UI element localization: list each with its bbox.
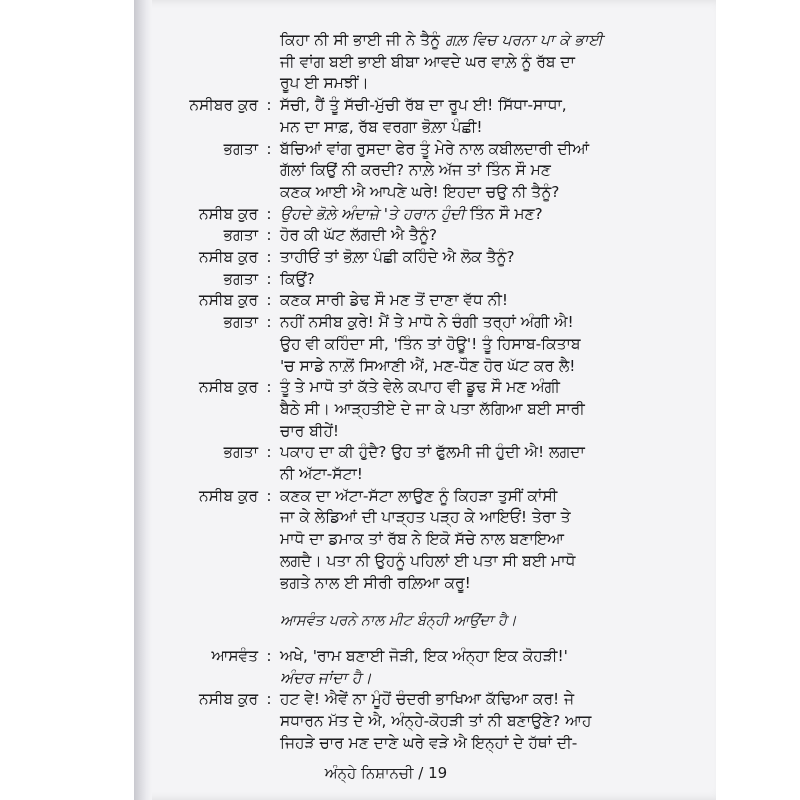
speaker-colon: : — [266, 248, 272, 267]
speaker-colon: : — [266, 646, 272, 665]
speaker-name: ਨਸੀਬ ਕੁਰ — [198, 690, 258, 709]
speech-line: ਕਣਕ ਦਾ ਅੱਟਾ-ਸੱਟਾ ਲਾਉਣ ਨੂੰ ਕਿਹੜਾ ਤੁਸੀਂ ਕਾਂਸੀ — [280, 486, 558, 505]
stage-direction: ਆਸਵੰਤ ਪਰਨੇ ਨਾਲ ਮੀਟ ਬੰਨ੍ਹੀ ਆਉਂਦਾ ਹੈ। — [280, 612, 517, 630]
speech-line: ਤੂੰ ਤੇ ਮਾਧੋ ਤਾਂ ਕੱਤੇ ਵੇਲੇ ਕਪਾਹ ਵੀ ਡੂਢ ਸੌ ਮਣ ਅੰਗੀ — [280, 378, 560, 397]
speaker-name: ਭਗਤਾ — [223, 226, 258, 245]
dialogue-row — [166, 139, 606, 204]
dialogue-row — [166, 689, 606, 754]
speaker-colon: : — [266, 443, 272, 462]
speech-line: ਮਨ ਦਾ ਸਾਫ਼, ਰੱਬ ਵਰਗਾ ਭੋਲ਼ਾ ਪੰਛੀ! — [280, 117, 483, 136]
speech-text — [280, 646, 606, 689]
speaker-name: ਭਗਤਾ — [223, 139, 258, 158]
speech-line: ਤਾਹੀਓਂ ਤਾਂ ਭੋਲ਼ਾ ਪੰਛੀ ਕਹਿੰਦੇ ਐ ਲੋਕ ਤੈਨੂੰ? — [280, 248, 515, 267]
speaker-colon: : — [266, 204, 272, 223]
speaker-name: ਨਸੀਬ ਕੁਰ — [198, 248, 258, 267]
intro-line: ਜੀ ਵਾਂਗ ਬਈ ਭਾਈ ਬੀਬਾ ਆਵਦੇ ਘਰ ਵਾਲ਼ੇ ਨੂੰ ਰੱਬ ਦਾ — [280, 52, 575, 71]
speech-text — [280, 377, 606, 442]
speech-line: ਮਾਧੋ ਦਾ ਡਮਾਕ ਤਾਂ ਰੱਬ ਨੇ ਇਕੋ ਸੱਚੇ ਨਾਲ ਬਣਾਇਆ — [280, 530, 564, 549]
page-text — [166, 30, 606, 755]
speaker-name: ਨਸੀਬ ਕੁਰ — [198, 291, 258, 310]
speaker-name: ਨਸੀਬ ਕੁਰ — [198, 378, 258, 397]
dialogue-row — [166, 646, 606, 689]
speech-text — [280, 269, 606, 291]
speaker-colon: : — [266, 378, 272, 397]
speech-line: ਬੈਠੇ ਸੀ। ਆੜ੍ਹਤੀਏ ਦੇ ਜਾ ਕੇ ਪਤਾ ਲੱਗਿਆ ਬਈ ਸਾਰੀ — [280, 399, 585, 418]
dialogue-row — [166, 95, 606, 138]
speech-line: ਭਗਤੇ ਨਾਲ ਈ ਸੀਰੀ ਰਲ਼ਿਆ ਕਰੂ! — [280, 573, 471, 592]
dialogue-row — [166, 225, 606, 247]
speech-text — [280, 290, 606, 312]
speech-text — [280, 486, 606, 595]
speech-text — [280, 225, 606, 247]
speech-line: ਸੱਚੀ, ਹੈਂ ਤੂੰ ਸੱਚੀ-ਮੁੱਚੀ ਰੱਬ ਦਾ ਰੂਪ ਈ! ਸਿੱਧਾ-ਸਾਧਾ, — [280, 96, 567, 115]
speaker-name: ਭਗਤਾ — [223, 443, 258, 462]
speaker-name: ਨਸੀਬ ਕੁਰ — [198, 486, 258, 505]
speaker-name: ਆਸਵੰਤ — [211, 646, 258, 665]
stage-aside: ਅੰਦਰ ਜਾਂਦਾ ਹੈ। — [280, 668, 372, 687]
speech-line: ਉਹ ਵੀ ਕਹਿੰਦਾ ਸੀ, 'ਤਿੰਨ ਤਾਂ ਹੋਊ'! ਤੂੰ ਹਿਸਾਬ-ਕਿਤਾਬ — [280, 334, 581, 353]
dialogue-list — [166, 95, 606, 594]
speaker-name: ਨਸੀਬ ਕੁਰ — [198, 204, 258, 223]
dialogue-row — [166, 486, 606, 595]
dialogue-row — [166, 442, 606, 485]
speech-line: ਜਾ ਕੇ ਲੇਡਿਆਂ ਦੀ ਪਾੜ੍ਹਤ ਪੜ੍ਹ ਕੇ ਆਇਓਂ! ਤੇਰਾ ਤੇ — [280, 508, 571, 527]
page-footer: ਅੰਨ੍ਹੇ ਨਿਸ਼ਾਨਚੀ / 19 — [324, 764, 448, 782]
speaker-colon: : — [266, 486, 272, 505]
dialogue-row — [166, 312, 606, 377]
speech-line: ਨਹੀਂ ਨਸੀਬ ਕੁਰੇ! ਮੈਂ ਤੇ ਮਾਧੋ ਨੇ ਚੰਗੀ ਤਰ੍ਹਾਂ ਅੰਗੀ ਐ! — [280, 313, 574, 332]
speech-line: 'ਚ ਸਾਡੇ ਨਾਲ਼ੋਂ ਸਿਆਣੀ ਐਂ, ਮਣ-ਧੌਣ ਹੋਰ ਘੱਟ ਕਰ ਲੈ! — [280, 356, 576, 375]
speaker-colon: : — [266, 226, 272, 245]
speech-line: ਹਟ ਵੇ! ਐਵੇਂ ਨਾ ਮੂੰਹੋਂ ਚੰਦਰੀ ਭਾਖਿਆ ਕੱਢਿਆ ਕਰ! ਜੇ — [280, 690, 575, 709]
speech-line: ਬੱਚਿਆਂ ਵਾਂਗ ਰੁਸਦਾ ਫੇਰ ਤੂੰ ਮੇਰੇ ਨਾਲ ਕਬੀਲਦਾਰੀ ਦੀਆਂ — [280, 139, 589, 158]
speaker-colon: : — [266, 139, 272, 158]
speech-line: ਲਗਦੈ। ਪਤਾ ਨੀ ਉਹਨੂੰ ਪਹਿਲਾਂ ਈ ਪਤਾ ਸੀ ਬਈ ਮਾਧੋ — [280, 551, 576, 570]
dialogue-row — [166, 377, 606, 442]
dialogue-row — [166, 290, 606, 312]
dialogue-row — [166, 269, 606, 291]
inline-stage-direction: ਉਹਦੇ ਭੋਲ਼ੇ ਅੰਦਾਜ਼ੇ 'ਤੇ ਹਰਾਨ ਹੁੰਦੀ — [280, 204, 465, 223]
speaker-colon: : — [266, 313, 272, 332]
speech-line: ਕਣਕ ਸਾਰੀ ਡੇਢ ਸੌ ਮਣ ਤੋਂ ਦਾਣਾ ਵੱਧ ਨੀ! — [280, 291, 509, 310]
book-gutter-shadow — [134, 0, 152, 800]
intro-italic: ਗਲ਼ ਵਿਚ ਪਰਨਾ ਪਾ ਕੇ ਭਾਈ — [444, 31, 603, 49]
speech-text — [280, 442, 606, 485]
speech-fragment: ਤਿੰਨ ਸੌ ਮਣ? — [464, 204, 543, 223]
speech-text — [280, 689, 606, 754]
intro-line: ਕਿਹਾ ਨੀ ਸੀ ਭਾਈ ਜੀ ਨੇ ਤੈਨੂੰ — [280, 31, 445, 49]
speech-line: ਅਖੇ, 'ਰਾਮ ਬਣਾਈ ਜੋੜੀ, ਇਕ ਅੰਨ੍ਹਾ ਇਕ ਕੋਹੜੀ!' — [280, 646, 568, 665]
intro-line: ਰੂਪ ਈ ਸਮਝੀਂ। — [280, 74, 369, 93]
speech-line: ਨੀ ਅੱਟਾ-ਸੱਟਾ! — [280, 465, 363, 484]
speech-text — [280, 204, 606, 226]
speaker-name: ਨਸੀਬਰ ਕੁਰ — [189, 96, 258, 115]
speech-line: ਕਿਉਂ? — [280, 269, 315, 288]
dialogue-row — [166, 247, 606, 269]
speaker-colon: : — [266, 291, 272, 310]
speech-line: ਚਾਰ ਬੀਹੇਂ! — [280, 421, 340, 440]
intro-block — [166, 30, 606, 95]
speaker-colon: : — [266, 269, 272, 288]
speech-line: ਸਧਾਰਨ ਮੱਤ ਦੇ ਐ, ਅੰਨ੍ਹੇ-ਕੋਹੜੀ ਤਾਂ ਨੀ ਬਣਾਉਣੇ? ਆਹ — [280, 712, 592, 731]
speech-text — [280, 95, 606, 138]
speech-line — [280, 204, 606, 226]
speaker-name: ਭਗਤਾ — [223, 313, 258, 332]
speech-text — [280, 139, 606, 204]
speaker-colon: : — [266, 690, 272, 709]
dialogue-list-2 — [166, 646, 606, 755]
speech-line: ਹੋਰ ਕੀ ਘੱਟ ਲੱਗਦੀ ਐ ਤੈਨੂੰ? — [280, 226, 438, 245]
speaker-name: ਭਗਤਾ — [223, 269, 258, 288]
speech-text — [280, 247, 606, 269]
speaker-colon: : — [266, 96, 272, 115]
speech-line: ਗੱਲਾਂ ਕਿਉਂ ਨੀ ਕਰਦੀ? ਨਾਲ਼ੇ ਅੱਜ ਤਾਂ ਤਿੰਨ ਸੌ ਮਣ — [280, 161, 551, 180]
speech-line: ਪਕਾਹ ਦਾ ਕੀ ਹੁੰਦੈ? ਉਹ ਤਾਂ ਫੁੱਲਮੀ ਜੀ ਹੁੰਦੀ ਐ! ਲਗਦਾ — [280, 443, 585, 462]
speech-text — [280, 312, 606, 377]
dialogue-row — [166, 204, 606, 226]
speech-line: ਕਣਕ ਆਈ ਐ ਆਪਣੇ ਘਰੇ! ਇਹਦਾ ਚਉ ਨੀ ਤੈਨੂੰ? — [280, 182, 560, 201]
speech-line: ਜਿਹੜੇ ਚਾਰ ਮਣ ਦਾਣੇ ਘਰੇ ਵੜੇ ਐ ਇਨ੍ਹਾਂ ਦੇ ਹੱਥਾਂ ਦੀ- — [280, 733, 578, 752]
